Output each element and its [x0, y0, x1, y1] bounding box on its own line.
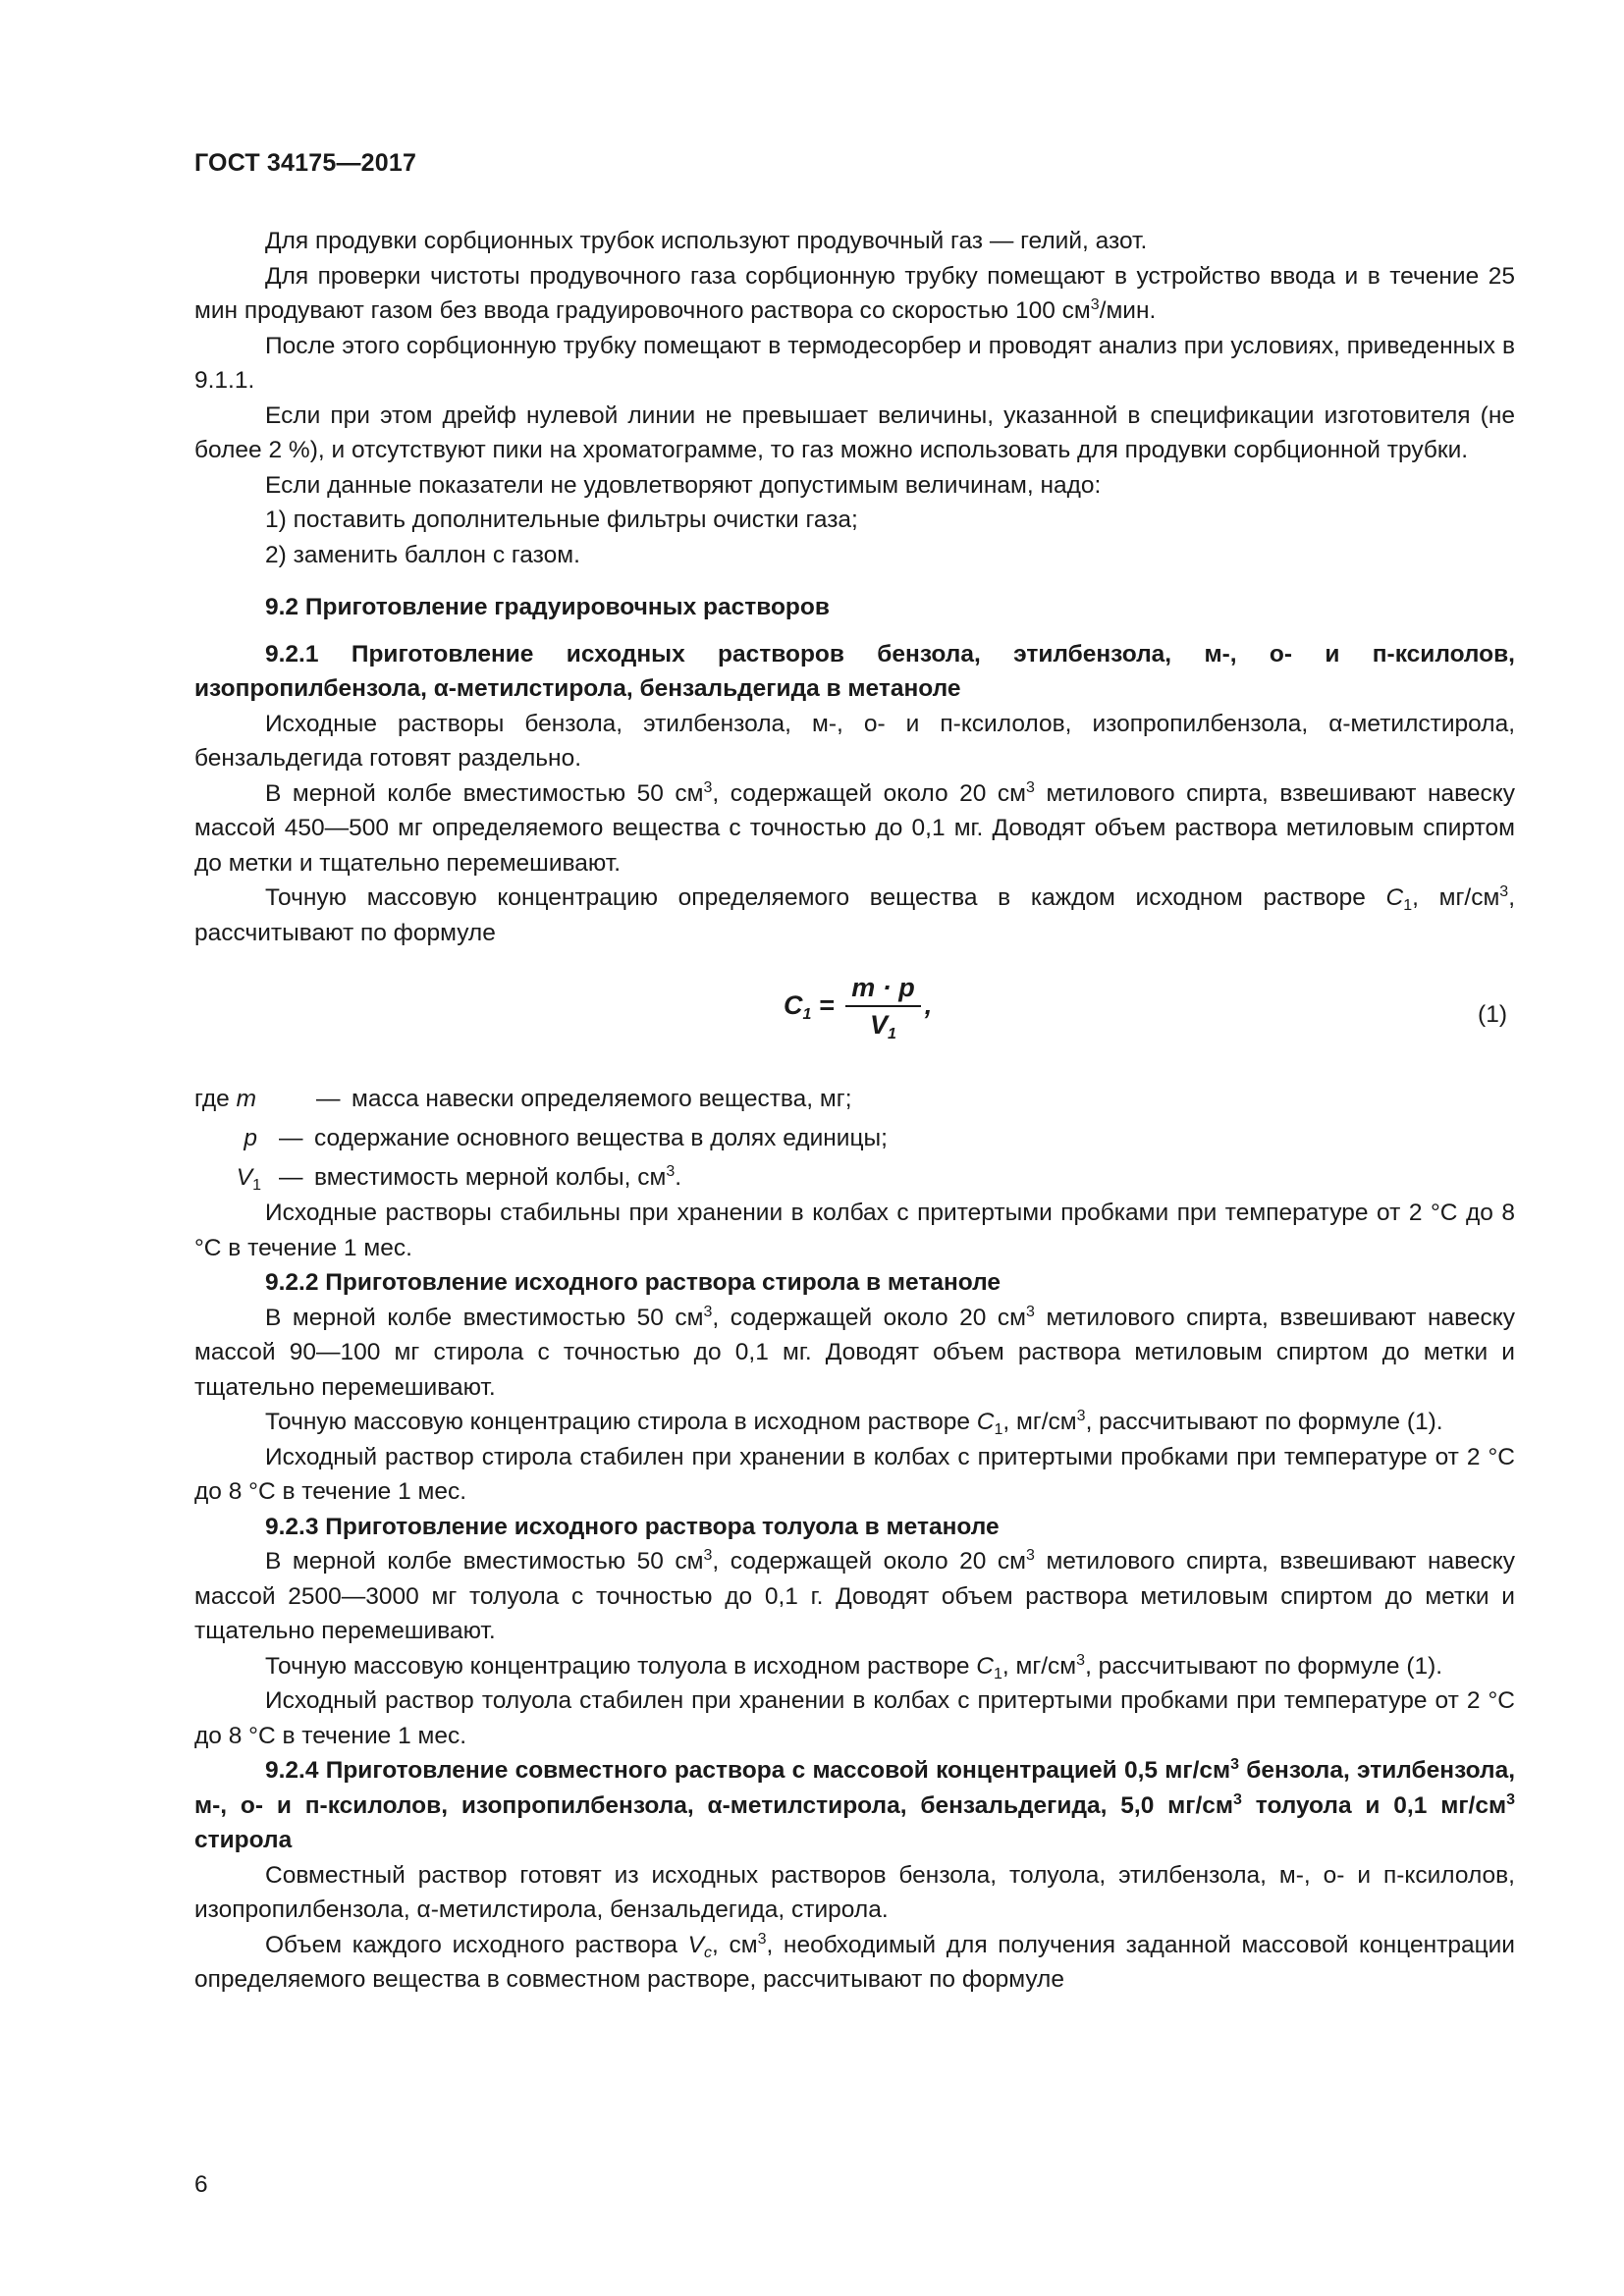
paragraph: [194, 1649, 1515, 1684]
superscript: 3: [1090, 296, 1100, 313]
paragraph-text: Исходный раствор толуола стабилен при хранении в колбах с притертыми пробками при температуре от 2 °С до 8 °С в течение 1 мес.: [194, 1687, 1515, 1749]
formula-equals: =: [811, 990, 842, 1021]
paragraph: [194, 1405, 1515, 1440]
paragraph-text: Точную массовую концентрацию определяемого вещества в каждом исходном растворе: [265, 884, 1386, 911]
paragraph: [194, 468, 1515, 504]
superscript: 3: [703, 1547, 713, 1564]
formula-block: [194, 966, 1515, 1060]
symbol: C: [1385, 884, 1404, 911]
formula-symbol: C: [784, 990, 803, 1021]
legend-dash: —: [279, 1164, 303, 1191]
document-header: ГОСТ 34175—2017: [194, 149, 417, 177]
superscript: 3: [703, 1303, 713, 1320]
list-item: [194, 503, 1515, 538]
paragraph-text: Точную массовую концентрацию толуола в исходном растворе: [265, 1652, 977, 1680]
superscript: 3: [703, 778, 713, 796]
paragraph: [194, 224, 1515, 259]
paragraph-text: , необходимый для получения заданной массовой концентрации определяемого вещества в совместном растворе, рассчитывают по формуле: [194, 1931, 1515, 1993]
legend-row: [194, 1160, 1515, 1196]
legend-dash: —: [279, 1125, 303, 1151]
subsection-heading: [194, 637, 1515, 707]
paragraph: [194, 1928, 1515, 1998]
paragraph-text: метилового спирта, взвешивают навеску массой 2500—3000 мг толуола с точностью до 0,1 г. Доводят объем раствора метиловым спиртом до метки и тщательно перемешивают.: [194, 1548, 1515, 1644]
legend-label: [194, 1160, 261, 1196]
superscript: 3: [1230, 1756, 1240, 1773]
paragraph-text: , мг/см: [1001, 1652, 1077, 1680]
legend-label: [194, 1082, 293, 1117]
legend-row: [194, 1121, 1515, 1156]
section-heading: [194, 590, 1515, 625]
legend-dash: —: [316, 1086, 341, 1112]
paragraph-text: После этого сорбционную трубку помещают в термодесорбер и проводят анализ при условиях, приведенных в 9.1.1.: [194, 332, 1515, 394]
paragraph: [194, 1196, 1515, 1265]
list-item-text: 2) заменить баллон с газом.: [265, 541, 580, 568]
superscript: 3: [1026, 1547, 1035, 1564]
formula-lhs: [784, 988, 811, 1024]
superscript: 3: [1026, 778, 1035, 796]
list-item-text: 1) поставить дополнительные фильтры очистки газа;: [265, 507, 858, 533]
paragraph-text: , см: [712, 1931, 758, 1958]
paragraph-text: Точную массовую концентрацию стирола в исходном растворе: [265, 1409, 977, 1435]
symbol: C: [976, 1409, 995, 1435]
subscript: 1: [994, 1421, 1003, 1438]
symbol: V: [687, 1931, 705, 1958]
paragraph-text: В мерной колбе вместимостью 50 см: [265, 1304, 704, 1331]
paragraph: [194, 1440, 1515, 1510]
heading-text: 9.2.2 Приготовление исходного раствора стирола в метаноле: [265, 1269, 1001, 1296]
paragraph: [194, 881, 1515, 950]
paragraph-text: В мерной колбе вместимостью 50 см: [265, 779, 704, 807]
legend-symbol: p: [244, 1125, 257, 1151]
paragraph-text: Если при этом дрейф нулевой линии не превышает величины, указанной в спецификации изготовителя (не более 2 %), и отсутствуют пики на хроматограмме, то газ можно использовать для продувки сорбционной трубки.: [194, 401, 1515, 463]
subscript: c: [704, 1944, 713, 1961]
paragraph: [194, 329, 1515, 399]
paragraph: [194, 1858, 1515, 1928]
paragraph-text: , мг/см: [1412, 884, 1500, 911]
page-number: 6: [194, 2171, 208, 2198]
paragraph-text: метилового спирта, взвешивают навеску массой 90—100 мг стирола с точностью до 0,1 мг. Доводят объем раствора метиловым спиртом до метки и тщательно перемешивают.: [194, 1304, 1515, 1401]
superscript: 3: [1506, 1790, 1515, 1808]
superscript: 3: [666, 1163, 676, 1180]
superscript: 3: [1076, 1408, 1086, 1424]
paragraph-text: Объем каждого исходного раствора: [265, 1931, 688, 1958]
subscript: 1: [1403, 897, 1413, 914]
legend-text: вместимость мерной колбы, $см^3$.: [314, 1163, 682, 1191]
legend-text: масса навески определяемого вещества, мг;: [352, 1086, 852, 1112]
paragraph-text: , рассчитывают по формуле: [194, 884, 1516, 946]
paragraph: [194, 776, 1515, 881]
paragraph-text: Если данные показатели не удовлетворяют допустимым величинам, надо:: [265, 471, 1102, 499]
legend-word: где: [194, 1086, 230, 1112]
superscript: 3: [1076, 1651, 1086, 1669]
paragraph-text: , рассчитывают по формуле (1).: [1085, 1652, 1443, 1680]
paragraph: [194, 399, 1515, 468]
subsection-heading: [194, 1265, 1515, 1301]
paragraph: [194, 1544, 1515, 1649]
heading-text: 9.2.3 Приготовление исходного раствора толуола в метаноле: [265, 1513, 1000, 1540]
superscript: 3: [757, 1930, 767, 1948]
legend-row: [194, 1082, 1515, 1117]
paragraph-text: Исходный раствор стирола стабилен при хранении в колбах с притертыми пробками при температуре от 2 °С до 8 °С в течение 1 мес.: [194, 1443, 1515, 1505]
legend-text-part: вместимость мерной колбы, см: [314, 1164, 667, 1191]
heading-text: 9.2.4 Приготовление совместного раствора с массовой концентрацией 0,5 мг/см: [265, 1757, 1231, 1784]
formula-numerator: m · p: [845, 972, 921, 1007]
legend-text: содержание основного вещества в долях единицы;: [314, 1125, 888, 1151]
superscript: 3: [1026, 1303, 1035, 1320]
paragraph-text: , мг/см: [1002, 1409, 1077, 1435]
paragraph-text: Для проверки чистоты продувочного газа сорбционную трубку помещают в устройство ввода и в течение 25 мин продувают газом без ввода градуировочного раствора со скоростью 100 см: [194, 262, 1515, 324]
heading-text: толуола и 0,1 мг/см: [1241, 1791, 1507, 1819]
paragraph-text: Для продувки сорбционных трубок используют продувочный газ — гелий, азот.: [265, 228, 1148, 254]
heading-text: 9.2 Приготовление градуировочных растворов: [265, 594, 830, 620]
subscript: 1: [887, 1026, 896, 1042]
formula-denominator: [870, 1007, 896, 1041]
heading-text: стирола: [194, 1827, 293, 1853]
formula-comma: ,: [924, 990, 933, 1021]
paragraph-text: , содержащей около 20 см: [712, 1304, 1026, 1331]
list-item: [194, 538, 1515, 573]
legend-symbol: m: [236, 1086, 256, 1112]
paragraph-text: Исходные растворы бензола, этилбензола, м-, о- и п-ксилолов, изопропилбензола, α-метилстирола, бензальдегида готовят раздельно.: [194, 710, 1515, 772]
subscript: 1: [993, 1665, 1002, 1682]
paragraph: [194, 1683, 1515, 1753]
paragraph-text: Исходные растворы стабильны при хранении в колбах с притертыми пробками при температуре от 2 °С до 8 °С в течение 1 мес.: [194, 1200, 1515, 1261]
heading-text: бензола, этилбензола, м-, о- и п-ксилолов, изопропилбензола, α-метилстирола, бензальдегида, 5,0 мг/см: [194, 1757, 1516, 1819]
paragraph-text: В мерной колбе вместимостью 50 см: [265, 1548, 704, 1575]
subsection-heading: [194, 1753, 1515, 1858]
superscript: 3: [1233, 1790, 1242, 1808]
formula-symbol: V: [869, 1010, 888, 1040]
document-body: [194, 224, 1515, 1998]
paragraph-text: Совместный раствор готовят из исходных растворов бензола, толуола, этилбензола, м-, о- и п-ксилолов, изопропилбензола, α-метилстирола, бензальдегида, стирола.: [194, 1861, 1515, 1923]
formula-number: (1): [1478, 1001, 1507, 1028]
paragraph-text: , содержащей около 20 см: [712, 779, 1026, 807]
formula-fraction: [845, 972, 921, 1041]
paragraph-text: метилового спирта, взвешивают навеску массой 450—500 мг определяемого вещества с точностью до 0,1 мг. Доводят объем раствора метиловым спиртом до метки и тщательно перемешивают.: [194, 779, 1515, 877]
paragraph-text: , содержащей около 20 см: [712, 1548, 1026, 1575]
paragraph: [194, 1301, 1515, 1406]
heading-text: 9.2.1 Приготовление исходных растворов бензола, этилбензола, м-, о- и п-ксилолов, изопропилбензола, α-метилстирола, бензальдегида в метаноле: [194, 640, 1515, 702]
paragraph: [194, 707, 1515, 776]
subscript: 1: [802, 1006, 812, 1024]
formula: [784, 972, 932, 1041]
subscript: 1: [252, 1177, 261, 1194]
symbol: C: [976, 1652, 994, 1680]
superscript: 3: [1499, 883, 1509, 900]
paragraph-text: /мин.: [1099, 297, 1157, 324]
subsection-heading: [194, 1510, 1515, 1545]
legend-symbol: V: [236, 1164, 253, 1191]
paragraph: [194, 259, 1515, 329]
paragraph-text: , рассчитывают по формуле (1).: [1085, 1409, 1443, 1435]
